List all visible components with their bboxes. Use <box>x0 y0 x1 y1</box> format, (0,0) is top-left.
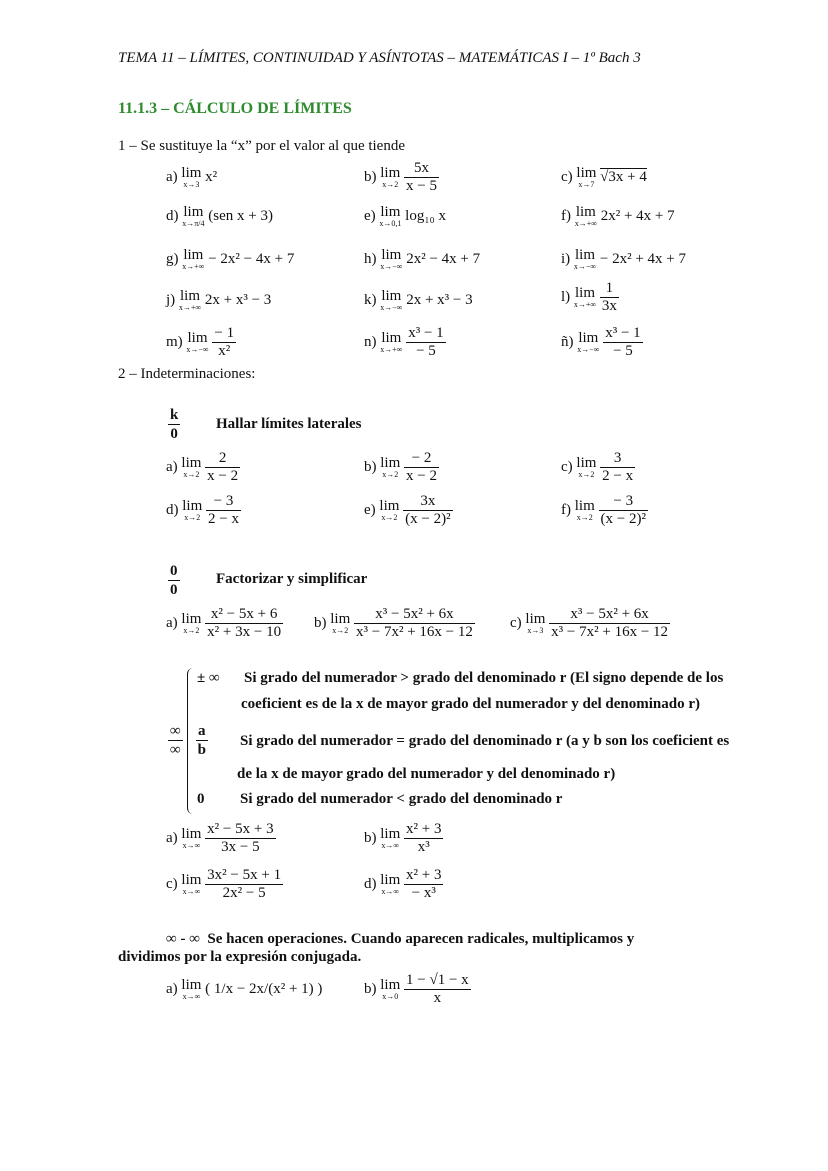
limit-2z-b: b) lim x→2 $\frac{\text{x³ − 5x² + 6x}}{\text{x³ − 7x² + 16x − 12}}$ <box>314 606 473 640</box>
limit-1j: j) lim x→+∞ 2x + x³ − 3 <box>166 288 272 312</box>
k-over-0-title: Hallar límites laterales <box>216 416 362 432</box>
case1-line1: Si grado del numerador > grado del denominado r (El signo depende de los <box>244 670 724 686</box>
case2-line2: de la x de mayor grado del numerador y del denominado r) <box>237 766 616 782</box>
zero-over-zero-symbol: 0 0 <box>170 563 178 598</box>
limit-2i-a: a) lim x→∞ $\frac{\text{x² − 5x + 3}}{3x - 5}$ <box>166 821 274 855</box>
limit-1ñ: ñ) lim x→−∞ $\frac{\text{x³ − 1}}{- 5}$ <box>561 325 641 359</box>
limit-2i-d: d) lim x→∞ $\frac{\text{x² + 3}}{\text{− x³}}$ <box>364 867 442 901</box>
limit-2k-d: d) lim x→2 $\frac{- 3}{2 - x}$ <box>166 493 239 527</box>
limit-2i-b: b) lim x→∞ $\frac{\text{x² + 3}}{\text{x³}}$ <box>364 821 442 855</box>
limit-1f: f) lim x→+∞ 2x² + 4x + 7 <box>561 204 675 228</box>
limit-1g: g) lim x→+∞ − 2x² − 4x + 7 <box>166 247 295 271</box>
case1-symbol: ± ∞ <box>197 670 220 686</box>
case3-symbol: 0 <box>197 791 205 807</box>
limit-2m-b: b) lim x→0 $\frac{1 - √1 - x}{x}$ <box>364 972 469 1006</box>
limit-1e: e) lim x→0,1 log₁₀ x <box>364 204 447 228</box>
limit-1c: c) lim x→7 √3x + 4 <box>561 165 647 189</box>
limit-1m: m) lim x→−∞ $\frac{- 1}{\text{x²}}$ <box>166 325 235 359</box>
limit-1k: k) lim x→−∞ 2x + x³ − 3 <box>364 288 473 312</box>
part1-intro: 1 – Se sustituye la “x” por el valor al que tiende <box>118 138 405 154</box>
limit-2k-c: c) lim x→2 $\frac{3}{2 - x}$ <box>561 450 634 484</box>
case2-symbol: a b <box>197 723 206 758</box>
case3-line: Si grado del numerador < grado del denominado r <box>240 791 563 807</box>
zero-over-zero-title: Factorizar y simplificar <box>216 571 368 587</box>
limit-1b: b) lim x→2 $\frac{5x}{x - 5}$ <box>364 160 437 194</box>
limit-2k-f: f) lim x→2 $\frac{- 3}{\text{(x − 2)²}}$ <box>561 493 646 527</box>
limit-1h: h) lim x→−∞ 2x² − 4x + 7 <box>364 247 481 271</box>
limit-1l: l) lim x→+∞ $\frac{1}{3x}$ <box>561 280 617 314</box>
part2-intro: 2 – Indeterminaciones: <box>118 366 256 382</box>
limit-1d: d) lim x→π/4 (sen x + 3) <box>166 204 273 228</box>
k-over-0-symbol: k 0 <box>170 407 179 442</box>
page-header: TEMA 11 – LÍMITES, CONTINUIDAD Y ASÍNTOTAS – MATEMÁTICAS I – 1º Bach 3 <box>118 50 641 66</box>
inf-over-inf-symbol: ∞ ∞ <box>170 723 181 758</box>
inf-minus-inf-line1: ∞ - ∞ Se hacen operaciones. Cuando aparecen radicales, multiplicamos y <box>166 931 635 947</box>
limit-1i: i) lim x→−∞ − 2x² + 4x + 7 <box>561 247 687 271</box>
section-title: 11.1.3 – CÁLCULO DE LÍMITES <box>118 100 352 117</box>
limit-2m-a: a) lim x→∞ ( 1/x − 2x/(x² + 1) ) <box>166 977 323 1001</box>
limit-2k-b: b) lim x→2 $\frac{- 2}{x - 2}$ <box>364 450 437 484</box>
inf-minus-inf-line2: dividimos por la expresión conjugada. <box>118 949 362 965</box>
limit-2k-e: e) lim x→2 $\frac{3x}{\text{(x − 2)²}}$ <box>364 493 451 527</box>
limit-2k-a: a) lim x→2 $\frac{2}{x - 2}$ <box>166 450 239 484</box>
limit-2z-c: c) lim x→3 $\frac{\text{x³ − 5x² + 6x}}{\text{x³ − 7x² + 16x − 12}}$ <box>510 606 669 640</box>
limit-1a: a) lim x→3 x² <box>166 165 218 189</box>
limit-1n: n) lim x→+∞ $\frac{\text{x³ − 1}}{- 5}$ <box>364 325 444 359</box>
limit-2i-c: c) lim x→∞ $\frac{\text{3x² − 5x + 1}}{\text{2x² − 5}}$ <box>166 867 282 901</box>
case2-line1: Si grado del numerador = grado del denominado r (a y b son los coeficient es <box>240 733 730 749</box>
limit-2z-a: a) lim x→2 $\frac{\text{x² − 5x + 6}}{\text{x² + 3x − 10}}$ <box>166 606 282 640</box>
cases-brace <box>187 668 196 814</box>
case1-line2: coeficient es de la x de mayor grado del numerador y del denominado r) <box>241 696 700 712</box>
